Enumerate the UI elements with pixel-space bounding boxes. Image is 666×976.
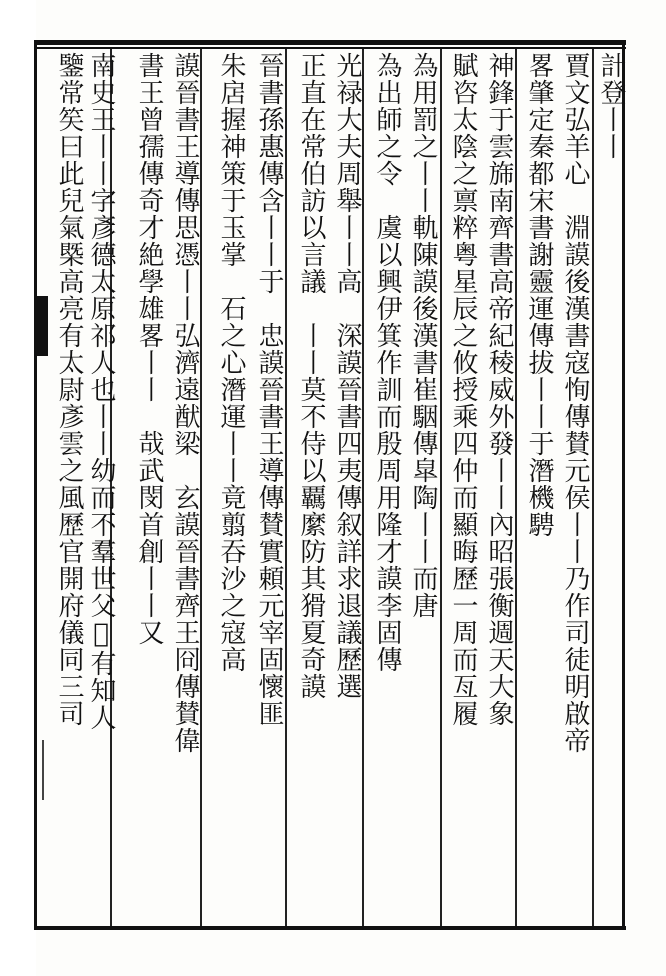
text-column-13: 書王曾孺傳奇才絶學雄畧丨丨 哉武閔首創丨丨又 [134, 52, 164, 646]
text-column-8: 光禄大夫周舉丨丨高 深謨晉書四夷傳叙詳求退議歷選 [332, 52, 362, 700]
text-column-2: 賈文弘羊心 淵謨後漢書寇恂傳賛元侯丨丨乃作司徒明啟帝 [560, 52, 590, 754]
text-column-14: 南史王丨丨字彥德太原祁人也丨丨幼而不羣世父𢿱有知人 [86, 52, 116, 731]
text-column-15: 鑒常笶曰此兒氣槩高亮有太尉彥雲之風歷官開府儀同三司 [54, 52, 84, 727]
text-column-11: 朱扂握神策于玉掌 石之心潛運丨丨竟翦吞沙之寇高 [216, 52, 246, 673]
page-margin [0, 0, 36, 976]
text-column-12: 謨晉書王導傳思憑丨丨弘濟遠猷梁 玄謨晉書齊王冏傳賛偉 [170, 52, 200, 754]
text-column-9: 正直在常伯訪以言議 丨丨莫不侍以覊縻防其猾夏奇謨 [296, 52, 326, 700]
text-column-10: 晉書孫惠傳含丨丨于 忠謨晉書王導傳賛實頼元宰固懷匪 [254, 52, 284, 727]
frame-left-border [34, 40, 37, 930]
text-column-1: 計登丨丨 [596, 52, 626, 160]
text-column-5: 賦咨太陰之禀粹粤星辰之攸授乘四仲而顯晦歷一周而亙履 [448, 52, 478, 727]
frame-bottom-border [36, 926, 626, 930]
fold-block-mark [36, 296, 48, 356]
column-rule [440, 49, 442, 926]
frame-top-inner-border [36, 47, 626, 49]
text-column-4: 神鋒于雲旆南齊書高帝紀稜威外發丨丨內昭張衡週天大象 [484, 52, 514, 727]
frame-top-border [36, 40, 626, 45]
fold-line-mark [42, 740, 44, 800]
text-column-3: 畧肇定秦都宋書謝靈運傳拔丨丨于潛機騁 [524, 52, 554, 538]
text-column-6: 為用罰之丨丨軌陳謨後漢書崔駰傳皐陶丨丨而唐 [408, 52, 438, 619]
text-column-7: 為出師之令 虞以興伊箕作訓而殷周用隆才謨李固傳 [372, 52, 402, 673]
